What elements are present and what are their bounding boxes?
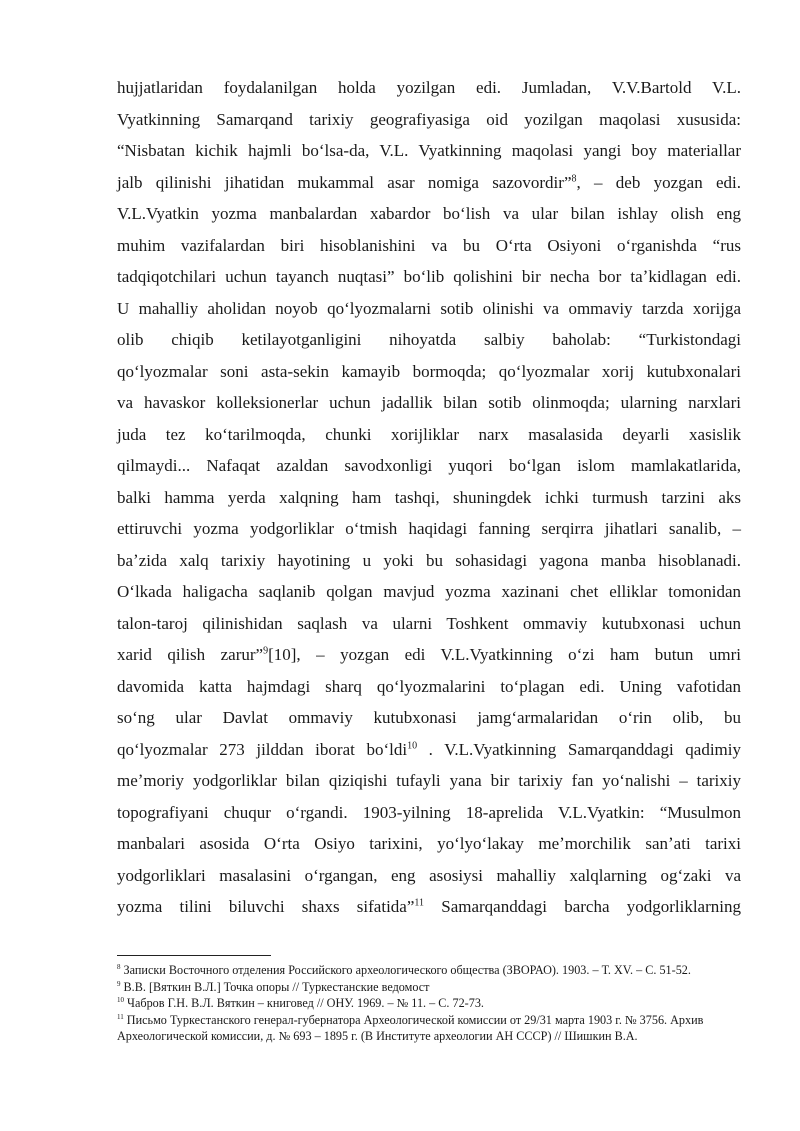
text-line (117, 671, 741, 703)
line-text: muhim vazifalardan biri hisoblanishini va bu Oʻrta Osiyoni oʻrganishda “rus (117, 235, 741, 255)
line-text: va havaskor kolleksionerlar uchun jadallik bilan sotib olinmoqda; ularning narxlari (117, 393, 741, 412)
footnote-text: Записки Восточного отделения Российского археологического общества (ЗВОРАО). 1903. – Т. XV. – С. 51-52. (120, 963, 691, 977)
line-text: V.L.Vyatkin yozma manbalardan xabardor boʻlish va ular bilan ishlay olish eng (117, 204, 741, 223)
line-text: manbalari asosida Oʻrta Osiyo tarixini, yoʻlyoʻlakay meʼmorchilik sanʼati tarixi (117, 834, 741, 853)
line-text: balki hamma yerda xalqning ham tashqi, shuningdek ichki turmush tarzini aks (117, 487, 741, 507)
line-text: meʼmoriy yodgorliklar bilan qiziqishi tufayli yana bir tarixiy fan yoʻnalishi – tarixiy (117, 771, 741, 790)
line-text: ettiruvchi yozma yodgorliklar oʻtmish haqidagi fanning serqirra jihatlari sanalib, – (117, 519, 741, 538)
text-line (117, 513, 741, 545)
footnote-ref[interactable]: 10 (407, 739, 418, 751)
line-text: Vyatkinning Samarqand tarixiy geografiyasiga oid yozilgan maqolasi xususida: (117, 109, 741, 129)
text-line (117, 293, 741, 325)
text-line (117, 198, 741, 230)
line-text: tadqiqotchilari uchun tayanch nuqtasi” boʻlib qolishini bir necha bor taʼkidlagan edi. (117, 267, 741, 286)
footnote-text: В.В. [Вяткин В.Л.] Точка опоры // Туркестанские ведомост (120, 979, 430, 994)
text-line (117, 72, 741, 104)
line-text: U mahalliy aholidan noyob qoʻlyozmalarni sotib olinishi va ommaviy tarzda xorijga (117, 298, 741, 318)
text-line (117, 261, 741, 293)
line-text: topografiyani chuqur oʻrgandi. 1903-yilning 18-aprelida V.L.Vyatkin: “Musulmon (117, 802, 741, 822)
text-line (117, 828, 741, 860)
text-line (117, 891, 741, 923)
footnotes (117, 962, 737, 1045)
line-text: “Nisbatan kichik hajmli boʻlsa-da, V.L. Vyatkinning maqolasi yangi boy materiallar (117, 141, 741, 160)
text-line (117, 324, 741, 356)
line-text: soʻng ular Davlat ommaviy kutubxonasi jamgʻarmalaridan oʻrin olib, bu (117, 708, 741, 727)
footnote-8 (117, 962, 737, 979)
line-text: yodgorliklari masalasini oʻrgangan, eng asosiysi mahalliy xalqlarning ogʻzaki va (117, 865, 741, 885)
line-text-after: Samarqanddagi barcha yodgorliklarning (424, 897, 741, 916)
line-text-after: , – deb yozgan edi. (576, 172, 741, 192)
footnote-separator (117, 955, 271, 956)
line-text: baʼzida xalq tarixiy hayotining u yoki bu sohasidagi yagona manba hisoblanadi. (117, 550, 741, 570)
footnote-ref[interactable]: 9 (263, 645, 269, 657)
footnote-mark: 8 (117, 962, 121, 971)
line-text: jalb qilinishi jihatidan mukammal asar nomiga sazovordir” (117, 172, 572, 192)
text-line (117, 797, 741, 829)
line-text: qilmaydi... Nafaqat azaldan savodxonligi yuqori boʻlgan islom mamlakatlarida, (117, 456, 741, 475)
line-text: Oʻlkada haligacha saqlanib qolgan mavjud yozma xazinani chet elliklar tomonidan (117, 582, 741, 601)
text-line (117, 734, 741, 766)
line-text-after: . V.L.Vyatkinning Samarqanddagi qadimiy (417, 739, 741, 759)
text-line (117, 230, 741, 262)
text-line (117, 576, 741, 608)
line-text: juda tez koʻtarilmoqda, chunki xorijliklar narx masalasida deyarli xasislik (117, 424, 741, 444)
footnote-text: Письмо Туркестанского генерал-губернатора Археологической комиссии от 29/31 марта 1903 г. № 3756. Архив Археологической комиссии, д. № 693 – 1895 г. (В Институте археологии АН СССР) // Шишкин В.А. (117, 1012, 704, 1044)
text-line (117, 135, 741, 167)
footnote-mark: 9 (117, 979, 121, 988)
footnote-ref[interactable]: 8 (571, 172, 577, 184)
footnote-text: Чабров Г.Н. В.Л. Вяткин – книговед // ОНУ. 1969. – № 11. – С. 72-73. (124, 996, 484, 1011)
line-text: yozma tilini biluvchi shaxs sifatida” (117, 897, 415, 916)
text-line (117, 104, 741, 136)
body-text (117, 72, 741, 923)
text-line (117, 482, 741, 514)
footnote-10 (117, 995, 737, 1012)
footnote-9 (117, 979, 737, 996)
text-line (117, 860, 741, 892)
text-line (117, 419, 741, 451)
line-text: davomida katta hajmdagi sharq qoʻlyozmalarini toʻplagan edi. Uning vafotidan (117, 676, 741, 696)
line-text: talon-taroj qilinishidan saqlash va ularni Toshkent ommaviy kutubxonasi uchun (117, 613, 741, 633)
line-text: xarid qilish zarur” (117, 645, 264, 664)
text-line (117, 702, 741, 734)
line-text: olib chiqib ketilayotganligini nihoyatda salbiy baholab: “Turkistondagi (117, 330, 741, 349)
footnote-ref[interactable]: 11 (414, 897, 425, 909)
line-text: hujjatlaridan foydalanilgan holda yozilgan edi. Jumladan, V.V.Bartold V.L. (117, 78, 741, 97)
text-line (117, 545, 741, 577)
text-line (117, 639, 741, 671)
line-text: qoʻlyozmalar soni asta-sekin kamayib bormoqda; qoʻlyozmalar xorij kutubxonalari (117, 361, 741, 381)
footnote-mark: 10 (117, 996, 124, 1005)
line-text: qoʻlyozmalar 273 jilddan iborat boʻldi (117, 739, 408, 759)
text-line (117, 765, 741, 797)
text-line (117, 608, 741, 640)
footnote-11 (117, 1012, 737, 1045)
text-line (117, 167, 741, 199)
text-line (117, 450, 741, 482)
line-text-after: [10], – yozgan edi V.L.Vyatkinning oʻzi ham butun umri (268, 645, 741, 664)
text-line (117, 387, 741, 419)
footnote-mark: 11 (117, 1012, 124, 1021)
text-line (117, 356, 741, 388)
